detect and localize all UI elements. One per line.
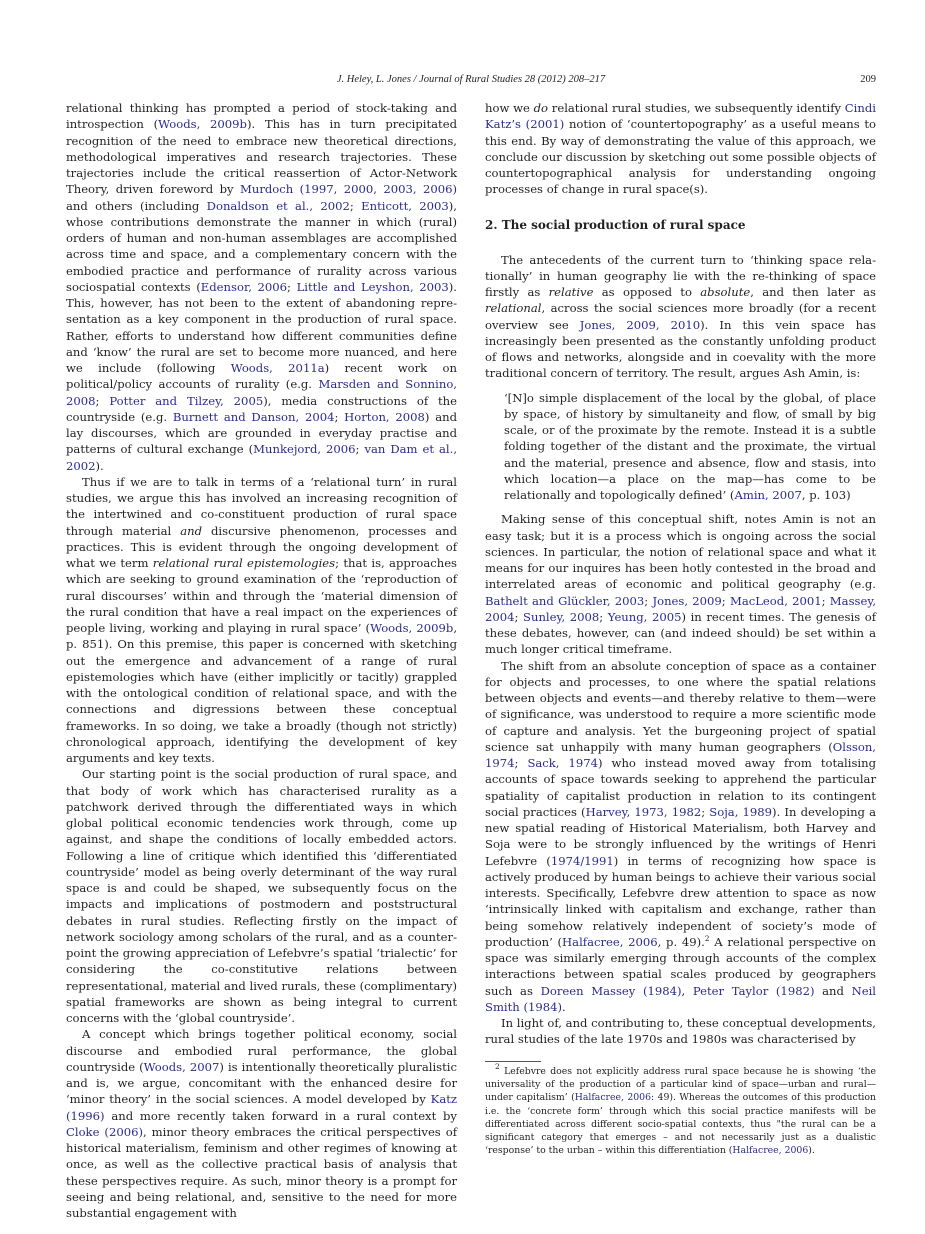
citation-link[interactable]: Woods, 2009b <box>370 621 454 635</box>
citation-link[interactable]: Sunley, 2008 <box>523 609 600 624</box>
paragraph: ‘[N]o simple displacement of the local by the global, of place by space, of history by simultaneity and flow, of small by big scale, or of the proximate by the remote. Instead it is a subtle folding together of the distant and the proximate, the virtual and the material, presence and absence, flow and stasis, into which location—a place on the map—has come to be relationally and topologically defined’ (Amin, 2007, p. 103) <box>504 390 876 502</box>
citation-link[interactable]: Marsden and Sonnino, 2008 <box>66 377 457 408</box>
paragraph: $^2$ Lefebvre does not explicitly address rural space because he is showing ‘the universality of the production of a particular kind of space—urban and rural—under capitalism’ (Halfacree, 2006: 49). Whereas the outcomes of this production i.e. the ‘concrete form’ through which this social practice manifests will be differentiated across different socio-spatial contexts, thus "the rural can be a significant category that emerges – and not necessarily just as a dualistic ‘response’ to the urban – within this differentiation (Halfacree, 2006). <box>485 1062 876 1157</box>
citation-link[interactable]: Enticott, 2003 <box>361 198 449 213</box>
citation-link[interactable]: Amin, 2007 <box>734 488 802 502</box>
paragraph: how we do relational rural studies, we subsequently identify Cindi Katz’s (2001) notion of ‘countertopography’ as a useful means to this end. By way of demonstrating the value of this approach, we conclude our discussion by sketching out some possible objects of countertopographical analysis for understanding ongoing processes of change in rural space(s). <box>485 101 876 197</box>
citation-link[interactable]: Donaldson et al., 2002 <box>206 198 350 213</box>
citation-link[interactable]: Neil Smith (1984) <box>485 983 877 1014</box>
footnote-marker[interactable]: 2 <box>495 1062 500 1071</box>
citation-link[interactable]: Woods, 2009b <box>158 117 247 132</box>
paragraph: Our starting point is the social production of rural space, and that body of work which has characterised rurality as a patchwork derived through the differentiated ways in which global political economic tendencies work through, come up against, and shape the conditions of locally embedded actors. Following a line of critique which identified this ‘differentiated countryside’ model as being overly determinant of the way rural space is and could be shaped, we subsequently focus on the impacts and implications of postmodern and poststructural debates in rural studies. Reflecting firstly on the impact of network sociology among scholars of the rural, and as a counter-point the growing appreciation of Lefebvre’s spatial ‘trialectic’ for considering the co-constitutive relations between representational, material and lived rurals, these (complimentary) spatial frameworks are shown as being integral to current concerns with the ‘global countryside’. <box>66 767 457 1025</box>
paragraph: A concept which brings together political economy, social discourse and embodied rural performance, the global countryside (Woods, 2007) is intentionally theoretically pluralistic and is, we argue, concomitant with the enhanced desire for ‘minor theory’ in the social sciences. A model developed by Katz (1996) and more recently taken forward in a rural context by Cloke (2006), minor theory embraces the critical perspectives of historical materialism, feminism and other regimes of knowing at once, as well as the collective practical basis of analysis that these perspectives require. As such, minor theory is a prompt for seeing and being relational, and, sensitive to the need for more substantial engagement with <box>66 1027 457 1220</box>
paragraph: relational thinking has prompted a period of stock-taking and introspection (Woods, 2009b). This has in turn precipitated recognition of the need to embrace new theoretical directions, methodological imperatives and research trajectories. These trajectories include the critical reassertion of Actor-Network Theory, driven foreword by Murdoch (1997, 2000, 2003, 2006) and others (including Donaldson et al., 2002; Enticott, 2003), whose contributions demonstrate the manner in which (rural) orders of human and non-human assemblages are accomplished across time and space, and a complementary concern with the embodied practice and performance of rurality across various sociospatial contexts (Edensor, 2006; Little and Leyshon, 2003). This, however, has not been to the extent of abandoning representation as a key component in the production of rural space. Rather, efforts to understand how different communities define and ‘know’ the rural are set to become more nuanced, and here we include (following Woods, 2011a) recent work on political/policy accounts of rurality (e.g. Marsden and Sonnino, 2008; Potter and Tilzey, 2005), media constructions of the countryside (e.g. Burnett and Danson, 2004; Horton, 2008) and lay discourses, which are grounded in everyday practise and patterns of cultural exchange (Munkejord, 2006; van Dam et al., 2002). <box>66 101 458 473</box>
intro-paragraph <box>485 100 876 198</box>
paragraph: Making sense of this conceptual shift, notes Amin is not an easy task; but it is a process which is ongoing across the social sciences. In particular, the notion of relational space and what it means for our inquires has been hotly contested in the broad and interrelated areas of economic and political geography (e.g. Bathelt and Glückler, 2003; Jones, 2009; MacLeod, 2001; Massey, 2004; Sunley, 2008; Yeung, 2005) in recent times. The genesis of these debates, however, can (and indeed should) be set within a much longer critical timeframe. <box>485 512 877 657</box>
citation-link[interactable]: van Dam et al., 2002 <box>66 442 457 473</box>
emphasis-text: do <box>533 101 549 115</box>
citation-link[interactable]: Olsson, 1974 <box>485 739 876 770</box>
paragraph: The shift from an absolute conception of space as a container for objects and processes, to one where the spatial relations between objects and events—and thereby relative to them—were of significance, was understood to require a more scientific mode of capture and analysis. Yet the burgeoning project of spatial science sat unhappily with many human geographers (Olsson, 1974; Sack, 1974) who instead moved away from totalising accounts of space towards seeking to apprehend the particular spatiality of capitalist production in relation to its contingent social practices (Harvey, 1973, 1982; Soja, 1989). In developing a new spatial reading of Historical Materialism, both Harvey and Soja were to be strongly influenced by the writings of Henri Lefebvre (1974/1991) in terms of recognizing how space is actively produced by human beings to achieve their various social interests. Specifically, Lefebvre drew attention to space as now ‘intrinsically linked with capitalism and exchange, rather than being somehow relatively independent of society’s mode of production’ (Halfacree, 2006, p. 49).$^2$ A relational perspective on space was similarly emerging through accounts of the complex interactions between spatial scales produced by geographers such as Doreen Massey (1984), Peter Taylor (1982) and Neil Smith (1984). <box>485 658 877 1014</box>
citation-link[interactable]: Bathelt and Glückler, 2003 <box>485 593 645 608</box>
citation-link[interactable]: Jones, 2009 <box>652 593 722 608</box>
footnote-text <box>485 1062 876 1157</box>
right-column <box>485 100 876 1048</box>
emphasis-text: and <box>180 523 203 538</box>
citation-link[interactable]: Sack, 1974 <box>527 756 599 770</box>
paragraph: Thus if we are to talk in terms of a ‘relational turn’ in rural studies, we argue this has involved an increasing recognition of the intertwined and co-constituent production of rural space through material and discursive phenomenon, processes and practices. This is evident through the ongoing development of what we term relational rural epistemologies; that is, approaches which are seeking to ground examination of the ‘reproduction of rural discourses’ within and through the ‘material dimension of the rural condition that have a real impact on the experiences of people living, working and playing in rural space’ (Woods, 2009b, p. 851). On this premise, this paper is concerned with sketching out the emergence and advancement of a range of rural epistemologies which have (either implicitly or tacitly) grappled with the ontological condition of relational space, and with the connections and digressions between these conceptual frameworks. In so doing, we take a broadly (though not strictly) chronological approach, identifying the development of key arguments and key texts. <box>66 474 458 765</box>
citation-link[interactable]: Yeung, 2005 <box>607 609 682 624</box>
citation-link[interactable]: Soja, 1989 <box>709 804 773 819</box>
citation-link[interactable]: Harvey, 1973, 1982 <box>585 804 702 819</box>
emphasis-text: absolute <box>700 285 751 299</box>
citation-link[interactable]: Cindi Katz’s (2001) <box>485 101 876 132</box>
footnote <box>485 1061 876 1157</box>
citation-link[interactable]: Cloke (2006) <box>66 1124 143 1139</box>
citation-link[interactable]: Woods, 2011a <box>230 361 325 375</box>
citation-link[interactable]: Halfacree, 2006 <box>574 1092 652 1104</box>
citation-link[interactable]: Potter and Tilzey, 2005 <box>109 393 264 408</box>
running-head <box>66 74 876 88</box>
citation-link[interactable]: Little and Leyshon, 2003 <box>296 279 449 294</box>
citation-link[interactable]: Massey, 2004 <box>485 593 877 624</box>
citation-link[interactable]: Jones, 2009, 2010 <box>579 317 701 332</box>
footnote-marker[interactable]: 2 <box>704 933 710 943</box>
emphasis-text: relational rural epistemologies <box>152 556 336 570</box>
citation-link[interactable]: Halfacree, 2006 <box>562 934 658 949</box>
block-quote <box>504 390 876 504</box>
citation-link[interactable]: Doreen Massey (1984) <box>540 983 682 998</box>
footnote-divider <box>485 1061 541 1062</box>
citation-link[interactable]: Edensor, 2006 <box>200 279 288 294</box>
left-column <box>66 100 457 1221</box>
journal-citation-header: J. Heley, L. Jones / Journal of Rural Studies 28 (2012) 208–217 <box>336 74 606 85</box>
citation-link[interactable]: MacLeod, 2001 <box>729 593 822 608</box>
emphasis-text: relative <box>548 285 594 299</box>
citation-link[interactable]: Woods, 2007 <box>143 1059 220 1074</box>
section-body-before-quote <box>485 252 876 382</box>
citation-link[interactable]: Horton, 2008 <box>344 409 425 424</box>
citation-link[interactable]: Murdoch (1997, 2000, 2003, 2006) <box>239 182 457 197</box>
paragraph: The antecedents of the current turn to ‘thinking space relationally’ in human geography lie with the re-thinking of space firstly as relative as opposed to absolute, and then later as relational, across the social sciences more broadly (for a recent overview see Jones, 2009, 2010). In this vein space has increasingly been presented as the constantly unfolding product of flows and networks, alongside and in coevality with the more traditional concern of territory. The result, argues Ash Amin, is: <box>485 252 876 381</box>
citation-link[interactable]: Munkejord, 2006 <box>253 442 356 457</box>
citation-link[interactable]: Halfacree, 2006 <box>732 1145 809 1157</box>
paragraph: In light of, and contributing to, these conceptual developments, rural studies of the late 1970s and 1980s was characterised by <box>485 1016 876 1047</box>
citation-link[interactable]: 1974/1991 <box>550 853 614 868</box>
page-number: 209 <box>860 74 876 85</box>
citation-link[interactable]: Peter Taylor (1982) <box>692 983 815 998</box>
left-column-body <box>66 100 457 1221</box>
citation-link[interactable]: Katz (1996) <box>66 1092 457 1123</box>
emphasis-text: relational <box>485 301 542 316</box>
citation-link[interactable]: Burnett and Danson, 2004 <box>172 409 335 424</box>
section-body-after-quote <box>485 511 876 1047</box>
section-heading: 2. The social production of rural space <box>485 217 746 232</box>
